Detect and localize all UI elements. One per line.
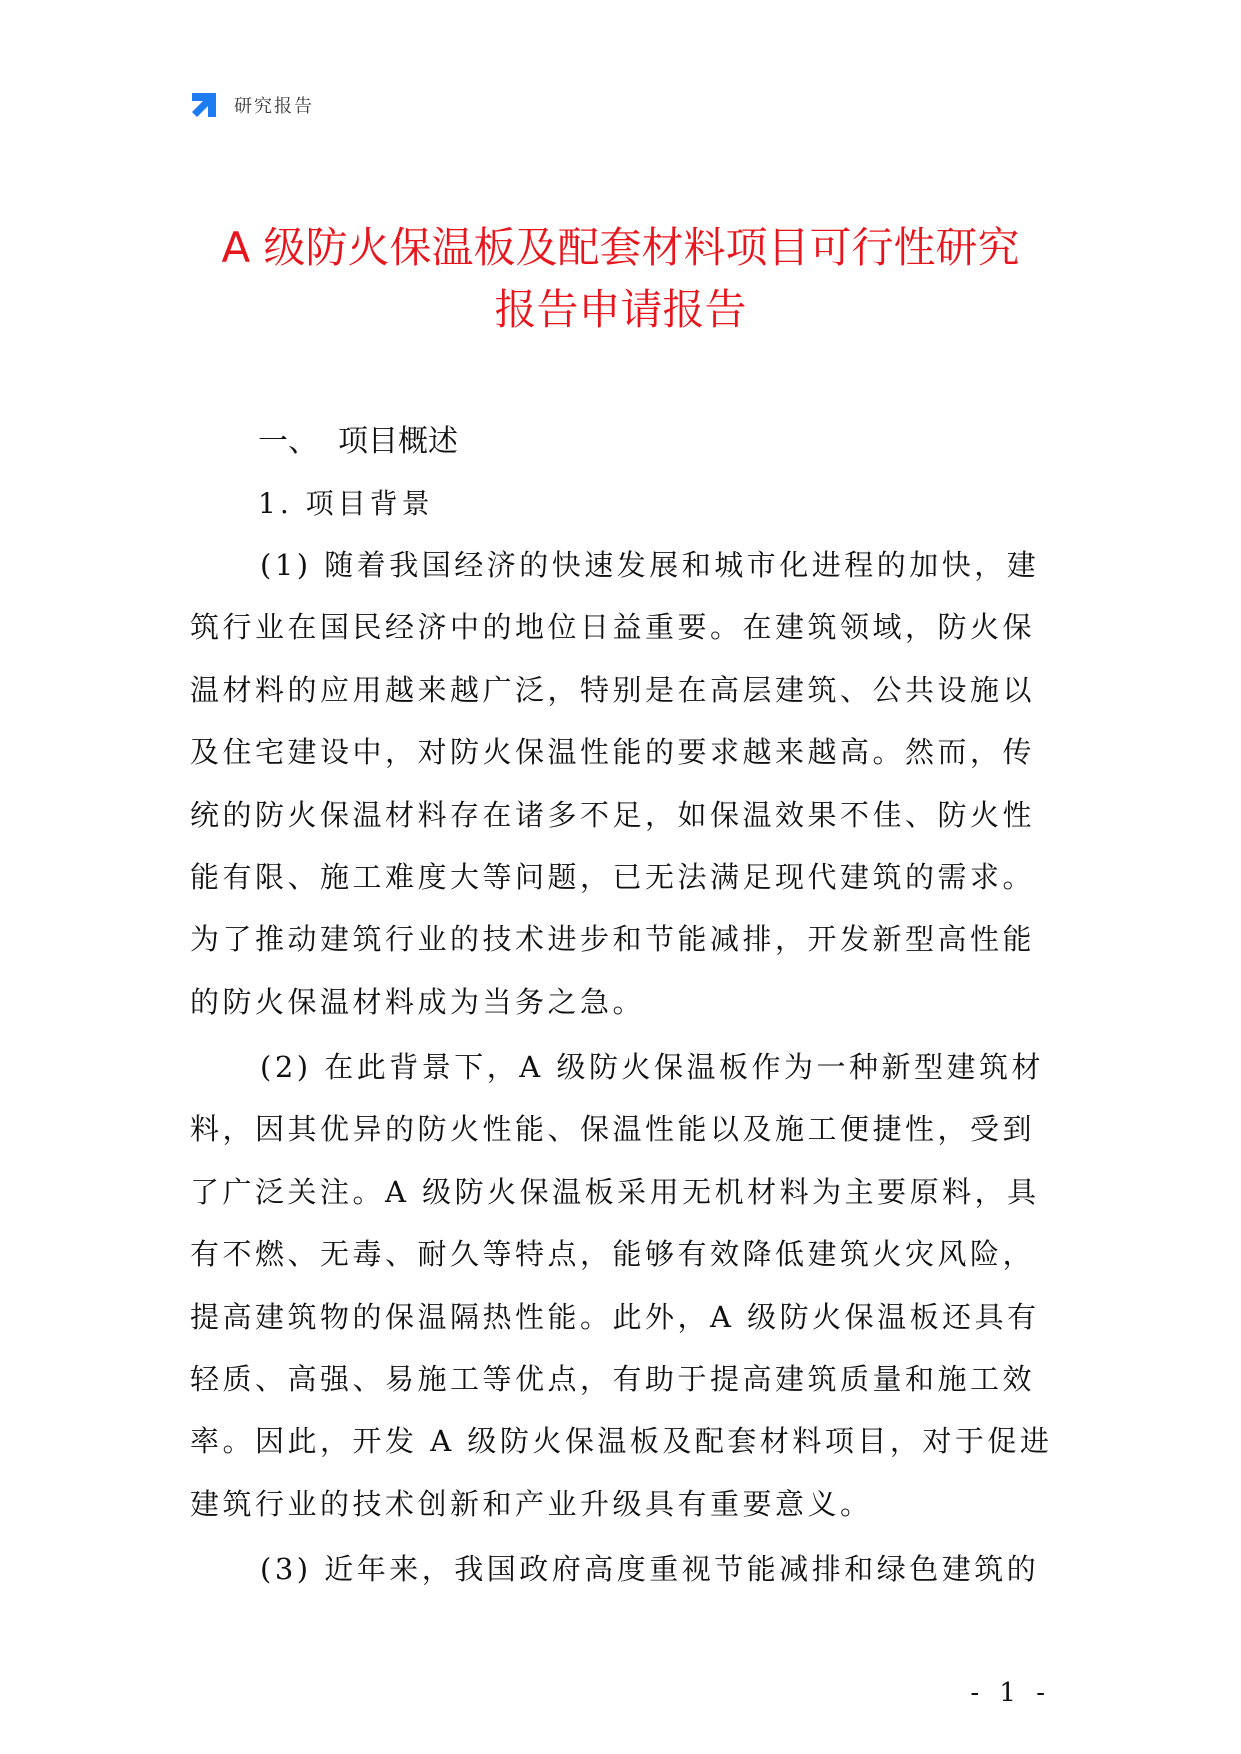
paragraph-line: 能有限、施工难度大等问题，已无法满足现代建筑的需求。 <box>190 860 1036 895</box>
report-header <box>188 88 314 122</box>
paragraph-line: 有不燃、无毒、耐久等特点，能够有效降低建筑火灾风险， <box>190 1237 1036 1272</box>
paragraph-line: 轻质、高强、易施工等优点，有助于提高建筑质量和施工效 <box>190 1362 1036 1397</box>
paragraph-line: 的防火保温材料成为当务之急。 <box>190 984 646 1019</box>
subsection-heading: 1. 项目背景 <box>258 487 434 520</box>
arrow-up-right-icon <box>188 89 220 121</box>
document-title-line-2: 报告申请报告 <box>494 285 747 334</box>
page-number: - 1 - <box>970 1678 1051 1708</box>
paragraph-line: (2) 在此背景下，A 级防火保温板作为一种新型建筑材 <box>260 1050 1044 1084</box>
paragraph-line: (3) 近年来，我国政府高度重视节能减排和绿色建筑的 <box>260 1552 1040 1586</box>
paragraph-line: 料，因其优异的防火性能、保温性能以及施工便捷性，受到 <box>190 1112 1036 1147</box>
paragraph-line: 及住宅建设中，对防火保温性能的要求越来越高。然而，传 <box>190 735 1036 770</box>
paragraph-line: 率。因此，开发 A 级防火保温板及配套材料项目，对于促进 <box>190 1424 1053 1459</box>
section-heading <box>258 420 458 464</box>
section-number: 一、 <box>258 424 318 459</box>
paragraph-line: 为了推动建筑行业的技术进步和节能减排，开发新型高性能 <box>190 922 1036 957</box>
paragraph-line: 建筑行业的技术创新和产业升级具有重要意义。 <box>190 1486 873 1521</box>
paragraph-line: 了广泛关注。A 级防火保温板采用无机材料为主要原料，具 <box>190 1174 1040 1209</box>
paragraph-2 <box>190 1036 1060 1535</box>
paragraph-line: 温材料的应用越来越广泛，特别是在高层建筑、公共设施以 <box>190 672 1036 707</box>
paragraph-line: (1) 随着我国经济的快速发展和城市化进程的加快，建 <box>260 548 1040 582</box>
paragraph-line: 筑行业在国民经济中的地位日益重要。在建筑领域，防火保 <box>190 610 1036 645</box>
document-title-line-1: A 级防火保温板及配套材料项目可行性研究 <box>221 223 1020 272</box>
header-label: 研究报告 <box>234 96 314 117</box>
paragraph-3 <box>190 1538 1060 1600</box>
section-title: 项目概述 <box>338 424 458 459</box>
paragraph-line: 统的防火保温材料存在诸多不足，如保温效果不佳、防火性 <box>190 797 1036 832</box>
paragraph-1 <box>190 534 1060 1033</box>
paragraph-line: 提高建筑物的保温隔热性能。此外，A 级防火保温板还具有 <box>190 1299 1040 1334</box>
